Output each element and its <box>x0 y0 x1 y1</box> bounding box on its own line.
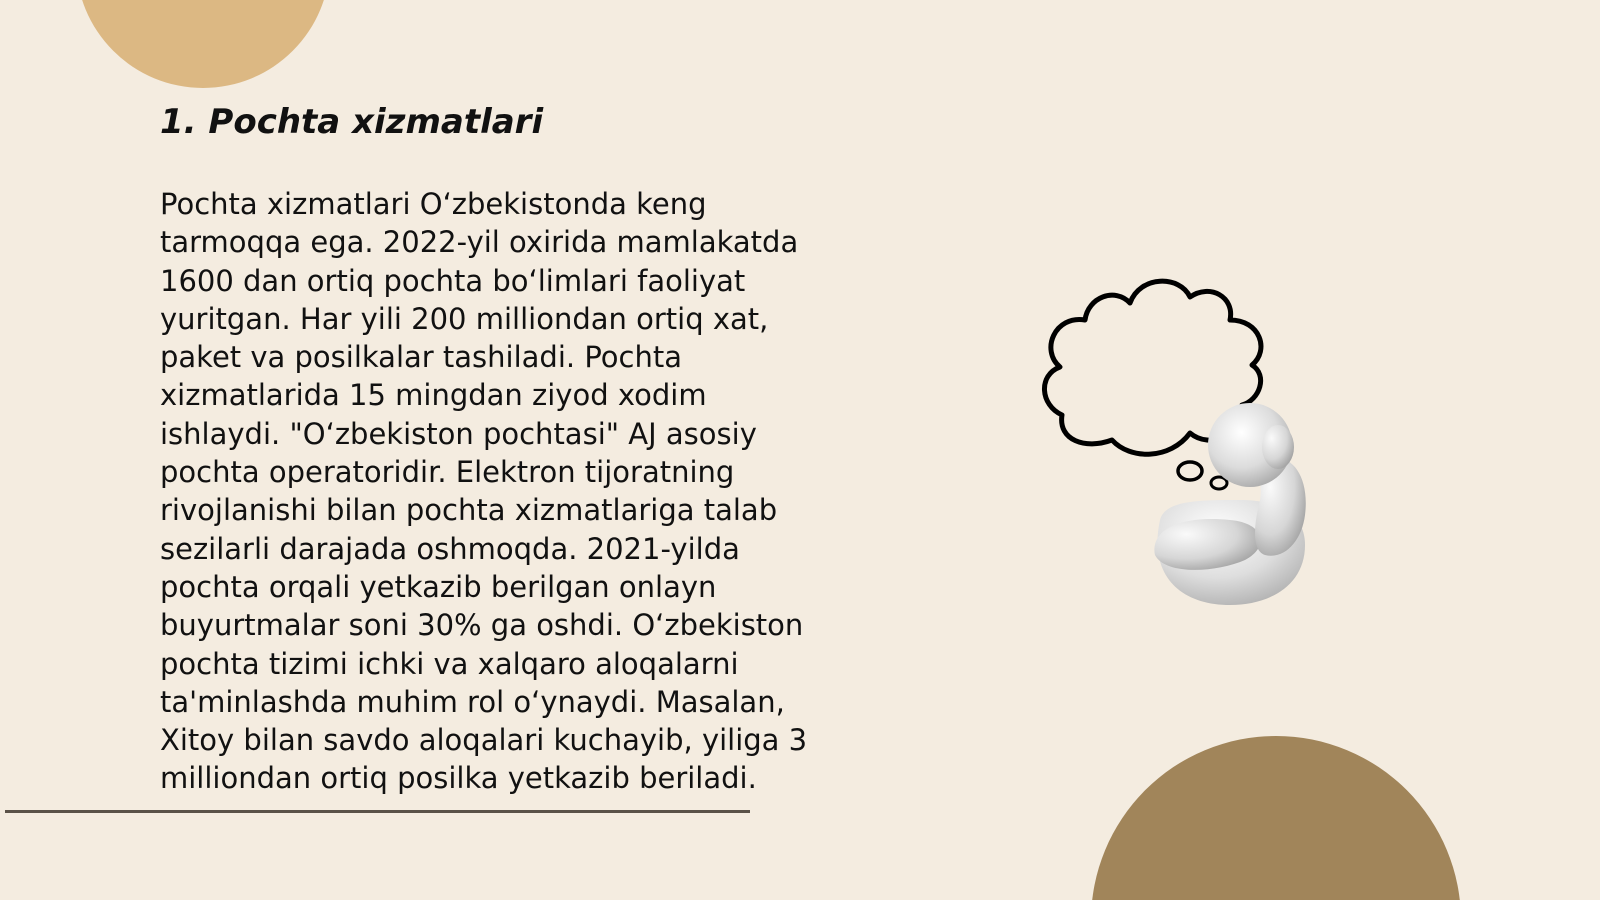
decorative-circle-bottom <box>1091 736 1461 900</box>
body-line: sezilarli darajada oshmoqda. 2021-yilda <box>160 531 740 566</box>
slide-title: 1. Pochta xizmatlari <box>160 102 544 142</box>
body-line: Pochta xizmatlari O‘zbekistonda keng <box>160 187 707 221</box>
body-line: tarmoqqa ega. 2022-yil oxirida mamlakatda <box>160 225 799 260</box>
body-line: ishlaydi. "O‘zbekiston pochtasi" AJ asosiy <box>160 416 757 451</box>
body-line: xizmatlarida 15 mingdan ziyod xodim <box>160 378 707 413</box>
body-line: ta'minlashda muhim rol o‘ynaydi. Masalan, <box>160 684 785 719</box>
body-line: pochta orqali yetkazib berilgan onlayn <box>160 569 717 604</box>
slide-body-text <box>160 185 840 798</box>
body-line: milliondan ortiq posilka yetkazib beriladi. <box>160 761 757 796</box>
body-line: yuritgan. Har yili 200 milliondan ortiq xat, <box>160 301 769 336</box>
body-line: paket va posilkalar tashiladi. Pochta <box>160 340 682 375</box>
body-line: rivojlanishi bilan pochta xizmatlariga talab <box>160 493 778 528</box>
body-line: pochta operatoridir. Elektron tijoratning <box>160 455 735 490</box>
decorative-circle-top <box>76 0 330 88</box>
body-line: Xitoy bilan savdo aloqalari kuchayib, yiliga 3 <box>160 723 808 758</box>
body-line: 1600 dan ortiq pochta bo‘limlari faoliyat <box>160 263 746 298</box>
body-line: buyurtmalar soni 30% ga oshdi. O‘zbekiston <box>160 608 804 643</box>
divider-line <box>5 810 750 813</box>
thinking-person-icon <box>1030 275 1350 615</box>
body-line: pochta tizimi ichki va xalqaro aloqalarni <box>160 646 739 681</box>
